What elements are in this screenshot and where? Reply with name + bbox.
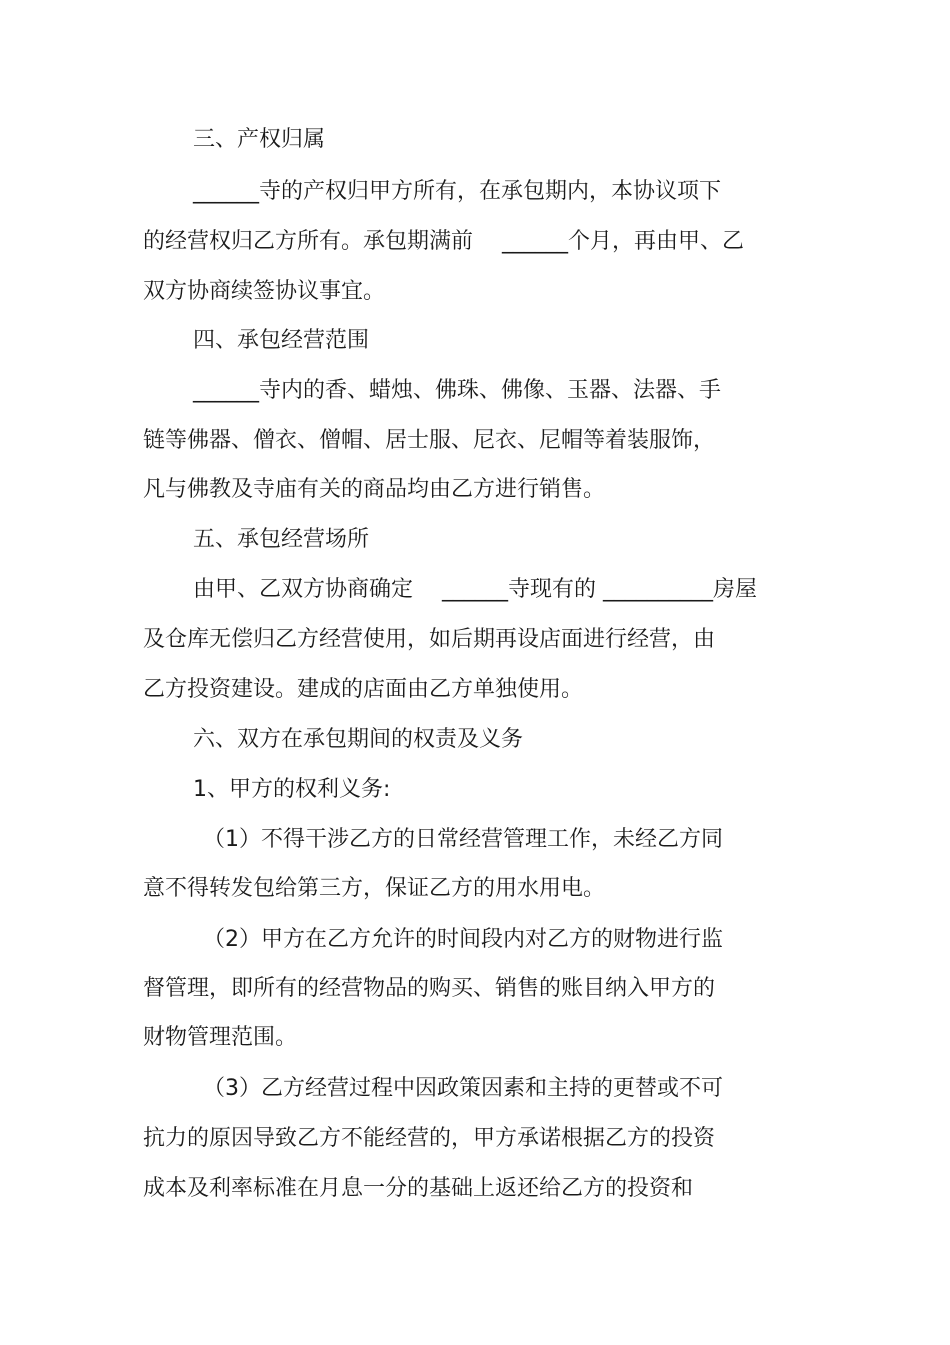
paragraph-line: 督管理，即所有的经营物品的购买、销售的账目纳入甲方的 xyxy=(143,976,716,1001)
paragraph-line: 乙方投资建设。建成的店面由乙方单独使用。 xyxy=(143,677,584,702)
section-heading-rights-obligations: 六、双方在承包期间的权责及义务 xyxy=(193,727,524,752)
paragraph-line: 链等佛器、僧衣、僧帽、居士服、尼衣、尼帽等着装服饰， xyxy=(143,428,716,453)
subheading-party-a: 1、甲方的权利义务: xyxy=(193,777,391,802)
clause-line: （3）乙方经营过程中因政策因素和主持的更替或不可 xyxy=(203,1076,723,1101)
paragraph-line: 抗力的原因导致乙方不能经营的，甲方承诺根据乙方的投资 xyxy=(143,1126,716,1151)
section-heading-property-rights: 三、产权归属 xyxy=(193,127,326,152)
paragraph-line: 意不得转发包给第三方，保证乙方的用水用电。 xyxy=(143,876,606,901)
clause-line: （2）甲方在乙方允许的时间段内对乙方的财物进行监 xyxy=(203,927,723,952)
paragraph-line: 双方协商续签协议事宜。 xyxy=(143,279,386,304)
paragraph-line: 凡与佛教及寺庙有关的商品均由乙方进行销售。 xyxy=(143,477,606,502)
paragraph-line: 的经营权归乙方所有。承包期满前 ______个月，再由甲、乙 xyxy=(143,229,744,254)
clause-line: （1）不得干涉乙方的日常经营管理工作，未经乙方同 xyxy=(203,827,723,852)
paragraph-line: 由甲、乙双方协商确定 ______寺现有的 __________房屋 xyxy=(193,577,757,602)
paragraph-line: 财物管理范围。 xyxy=(143,1025,298,1050)
paragraph-line: 及仓库无偿归乙方经营使用，如后期再设店面进行经营，由 xyxy=(143,627,716,652)
paragraph-line: ______寺内的香、蜡烛、佛珠、佛像、玉器、法器、手 xyxy=(193,378,722,403)
paragraph-line: ______寺的产权归甲方所有，在承包期内，本协议项下 xyxy=(193,179,722,204)
section-heading-business-premises: 五、承包经营场所 xyxy=(193,527,370,552)
section-heading-business-scope: 四、承包经营范围 xyxy=(193,328,370,353)
paragraph-line: 成本及利率标准在月息一分的基础上返还给乙方的投资和 xyxy=(143,1176,694,1201)
